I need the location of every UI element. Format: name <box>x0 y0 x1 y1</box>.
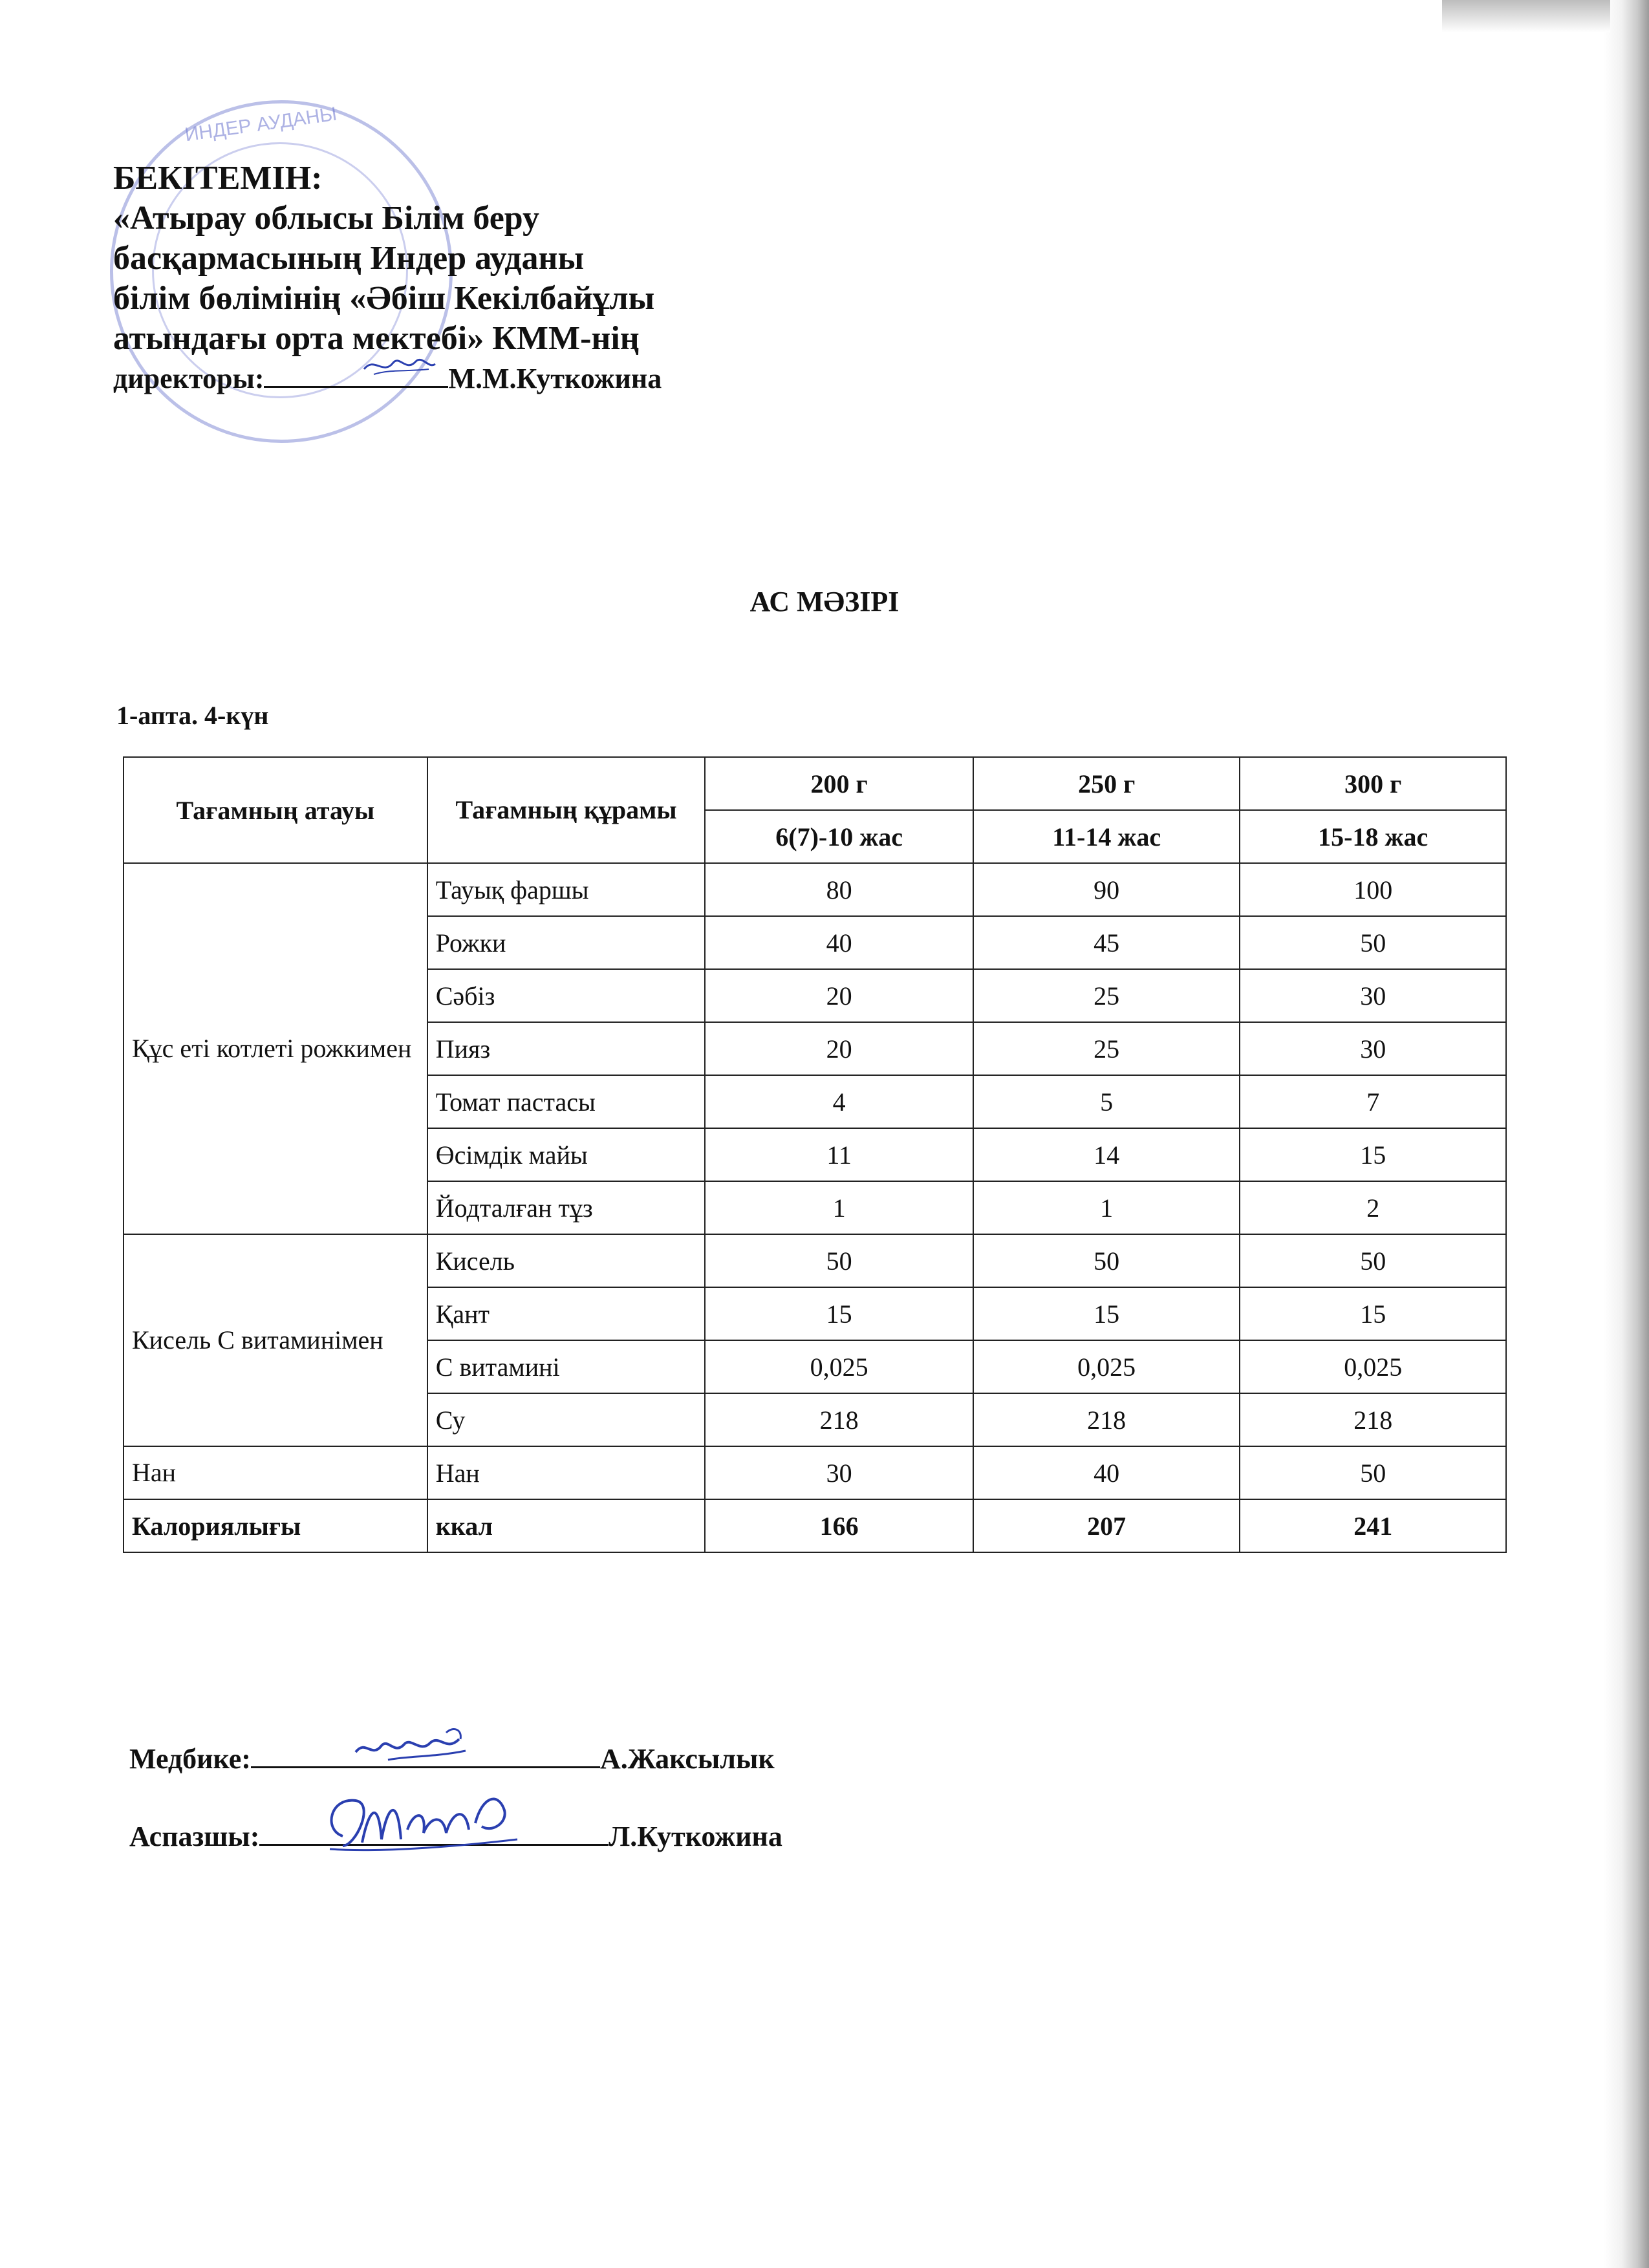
dish-name: Кисель С витаминімен <box>124 1234 427 1446</box>
cook-label: Аспазшы: <box>129 1821 260 1852</box>
amount-cell: 4 <box>705 1075 973 1128</box>
ingredient-name: Кисель <box>427 1234 706 1287</box>
cook-signature-line <box>259 1824 609 1846</box>
amount-cell: 1 <box>705 1181 973 1234</box>
menu-table <box>123 756 1507 1553</box>
approval-line-1: «Атырау облысы Білім беру <box>113 200 540 237</box>
amount-cell: 100 <box>1240 863 1506 916</box>
calories-cell: 207 <box>973 1499 1240 1552</box>
amount-cell: 15 <box>1240 1287 1506 1340</box>
amount-cell: 15 <box>1240 1128 1506 1181</box>
header-age-6-10: 6(7)-10 жас <box>705 810 973 863</box>
ingredient-name: Су <box>427 1393 706 1446</box>
ingredient-name: Нан <box>427 1446 706 1499</box>
calories-cell: 166 <box>705 1499 973 1552</box>
header-composition: Тағамның құрамы <box>427 757 706 863</box>
amount-cell: 7 <box>1240 1075 1506 1128</box>
ingredient-name: Йодталған тұз <box>427 1181 706 1234</box>
amount-cell: 40 <box>973 1446 1240 1499</box>
header-age-15-18: 15-18 жас <box>1240 810 1506 863</box>
amount-cell: 50 <box>705 1234 973 1287</box>
director-signature-line <box>264 364 448 388</box>
nurse-signature-row <box>129 1742 775 1775</box>
cook-signature-row <box>129 1820 782 1853</box>
amount-cell: 50 <box>1240 1446 1506 1499</box>
header-portion-200: 200 г <box>705 757 973 810</box>
calories-row <box>124 1499 1506 1552</box>
nurse-signature-line <box>251 1747 600 1768</box>
approval-line-3: білім бөлімінің «Әбіш Кекілбайұлы <box>113 280 655 317</box>
ingredient-name: Пияз <box>427 1022 706 1075</box>
table-row <box>124 863 1506 916</box>
table-header-row-1 <box>124 757 1506 810</box>
amount-cell: 0,025 <box>705 1340 973 1393</box>
ingredient-name: Тауық фаршы <box>427 863 706 916</box>
amount-cell: 218 <box>973 1393 1240 1446</box>
director-name: М.М.Куткожина <box>448 363 662 394</box>
scan-edge-shadow <box>1604 0 1649 2268</box>
dish-name: Құс еті котлеті рожкимен <box>124 863 427 1234</box>
nurse-label: Медбике: <box>129 1743 251 1775</box>
table-row <box>124 1234 1506 1287</box>
amount-cell: 30 <box>705 1446 973 1499</box>
amount-cell: 0,025 <box>973 1340 1240 1393</box>
scan-corner-shadow <box>1442 0 1610 32</box>
dish-name: Нан <box>124 1446 427 1499</box>
calories-unit: ккал <box>427 1499 706 1552</box>
header-portion-300: 300 г <box>1240 757 1506 810</box>
cook-name: Л.Куткожина <box>609 1821 782 1852</box>
amount-cell: 25 <box>973 969 1240 1022</box>
approval-line-2: басқармасының Индер ауданы <box>113 240 585 277</box>
page-title: АС МӘЗІРІ <box>749 586 900 617</box>
amount-cell: 30 <box>1240 1022 1506 1075</box>
ingredient-name: Сәбіз <box>427 969 706 1022</box>
header-portion-250: 250 г <box>973 757 1240 810</box>
ingredient-name: Қант <box>427 1287 706 1340</box>
amount-cell: 90 <box>973 863 1240 916</box>
amount-cell: 11 <box>705 1128 973 1181</box>
director-signature <box>361 350 438 382</box>
ingredient-name: Томат пастасы <box>427 1075 706 1128</box>
amount-cell: 80 <box>705 863 973 916</box>
director-label: директоры: <box>113 363 264 394</box>
amount-cell: 45 <box>973 916 1240 969</box>
amount-cell: 15 <box>973 1287 1240 1340</box>
amount-cell: 15 <box>705 1287 973 1340</box>
approval-heading: БЕКІТЕМІН: <box>113 160 323 197</box>
stamp-text: ИНДЕР АУДАНЫ <box>183 103 338 146</box>
amount-cell: 1 <box>973 1181 1240 1234</box>
header-age-11-14: 11-14 жас <box>973 810 1240 863</box>
amount-cell: 218 <box>705 1393 973 1446</box>
ingredient-name: С витамині <box>427 1340 706 1393</box>
amount-cell: 25 <box>973 1022 1240 1075</box>
ingredient-name: Өсімдік майы <box>427 1128 706 1181</box>
calories-label: Калориялығы <box>124 1499 427 1552</box>
amount-cell: 218 <box>1240 1393 1506 1446</box>
amount-cell: 50 <box>973 1234 1240 1287</box>
amount-cell: 14 <box>973 1128 1240 1181</box>
approval-block <box>113 158 824 399</box>
ingredient-name: Рожки <box>427 916 706 969</box>
director-row <box>113 359 824 399</box>
approval-line-4: атындағы орта мектебі» КММ-нің <box>113 320 640 357</box>
calories-cell: 241 <box>1240 1499 1506 1552</box>
amount-cell: 0,025 <box>1240 1340 1506 1393</box>
day-label: 1-апта. 4-күн <box>116 701 269 730</box>
amount-cell: 20 <box>705 1022 973 1075</box>
amount-cell: 2 <box>1240 1181 1506 1234</box>
amount-cell: 40 <box>705 916 973 969</box>
amount-cell: 5 <box>973 1075 1240 1128</box>
table-row <box>124 1446 1506 1499</box>
header-dish: Тағамның атауы <box>124 757 427 863</box>
nurse-name: А.Жаксылык <box>599 1743 775 1775</box>
amount-cell: 20 <box>705 969 973 1022</box>
amount-cell: 50 <box>1240 1234 1506 1287</box>
amount-cell: 30 <box>1240 969 1506 1022</box>
amount-cell: 50 <box>1240 916 1506 969</box>
